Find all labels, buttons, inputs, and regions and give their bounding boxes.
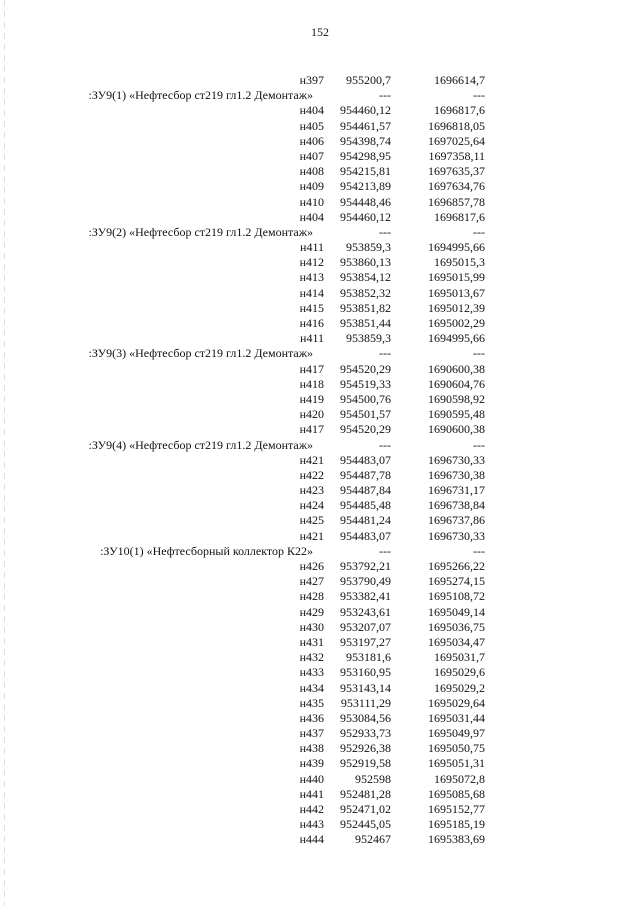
point-row	[0, 574, 640, 589]
point-id: н404	[299, 209, 324, 224]
point-row	[0, 255, 640, 270]
y-coordinate: 1696614,7	[434, 73, 485, 87]
y-coordinate: 1694995,66	[428, 331, 485, 346]
point-row	[0, 726, 640, 741]
x-coordinate: 953852,32	[340, 285, 391, 300]
y-coordinate: 1695012,39	[428, 300, 485, 315]
y-coordinate: 1695072,8	[434, 771, 485, 786]
y-coordinate: 1696730,33	[428, 528, 485, 543]
x-placeholder: ---	[379, 224, 391, 239]
point-row	[0, 756, 640, 771]
y-coordinate: 1696737,86	[428, 513, 485, 528]
y-coordinate: 1695108,72	[428, 589, 485, 604]
y-coordinate: 1695015,3	[434, 255, 485, 270]
x-coordinate: 954298,95	[340, 148, 391, 163]
point-row	[0, 453, 640, 468]
y-coordinate: 1690600,38	[428, 361, 485, 376]
point-id: н424	[299, 498, 324, 513]
y-coordinate: 1695050,75	[428, 741, 485, 756]
x-coordinate: 953860,13	[340, 255, 391, 270]
point-id: н432	[299, 650, 324, 665]
x-coordinate: 954213,89	[340, 179, 391, 194]
point-id: н411	[300, 240, 324, 255]
point-row	[0, 681, 640, 696]
y-coordinate: 1695185,19	[428, 817, 485, 832]
parcel-header-row	[0, 438, 640, 453]
x-coordinate: 954485,48	[340, 498, 391, 513]
point-row	[0, 407, 640, 422]
y-coordinate: 1690604,76	[428, 376, 485, 391]
point-id: н425	[299, 513, 324, 528]
point-row	[0, 362, 640, 377]
point-id: н436	[299, 710, 324, 725]
x-coordinate: 954461,57	[340, 118, 391, 133]
point-id: н427	[299, 574, 324, 589]
y-placeholder: ---	[473, 346, 485, 361]
parcel-header-row	[0, 346, 640, 361]
x-placeholder: ---	[379, 543, 391, 558]
x-coordinate: 954483,07	[340, 528, 391, 543]
point-row	[0, 377, 640, 392]
x-coordinate: 953792,21	[340, 559, 391, 573]
y-coordinate: 1690600,38	[428, 422, 485, 437]
y-placeholder: ---	[473, 88, 485, 103]
point-row	[0, 286, 640, 301]
y-coordinate: 1696817,6	[434, 103, 485, 118]
point-id: н420	[299, 407, 324, 422]
point-row	[0, 787, 640, 802]
point-id: н443	[299, 817, 324, 832]
point-id: н410	[299, 194, 324, 209]
point-row	[0, 149, 640, 164]
point-id: н437	[299, 726, 324, 741]
point-row	[0, 605, 640, 620]
point-row	[0, 73, 640, 88]
point-id: н412	[299, 255, 324, 270]
point-row	[0, 635, 640, 650]
y-coordinate: 1696738,84	[428, 498, 485, 513]
y-coordinate: 1695152,77	[428, 802, 485, 816]
x-coordinate: 952933,73	[340, 726, 391, 741]
point-row	[0, 422, 640, 437]
y-coordinate: 1695383,69	[428, 832, 485, 847]
x-coordinate: 954520,29	[340, 361, 391, 376]
point-row	[0, 392, 640, 407]
parcel-label: :ЗУ9(3) «Нефтесбор ст219 гл1.2 Демонтаж»	[88, 346, 313, 361]
point-id: н421	[299, 452, 324, 467]
coordinates-table	[0, 73, 640, 848]
point-id: н429	[299, 604, 324, 619]
y-coordinate: 1697025,64	[428, 133, 485, 148]
point-id: н434	[299, 680, 324, 695]
point-row	[0, 483, 640, 498]
x-coordinate: 953143,14	[340, 680, 391, 695]
point-row	[0, 665, 640, 680]
y-coordinate: 1697635,37	[428, 164, 485, 179]
point-row	[0, 210, 640, 225]
x-coordinate: 953181,6	[346, 650, 391, 665]
point-id: н406	[299, 133, 324, 148]
point-id: н442	[299, 802, 324, 816]
point-row	[0, 832, 640, 847]
point-id: н405	[299, 118, 324, 133]
point-row	[0, 270, 640, 285]
point-id: н407	[299, 148, 324, 163]
x-coordinate: 953790,49	[340, 574, 391, 589]
y-coordinate: 1694995,66	[428, 240, 485, 255]
point-row	[0, 650, 640, 665]
point-row	[0, 468, 640, 483]
point-id: н418	[299, 376, 324, 391]
parcel-header-row	[0, 88, 640, 103]
y-coordinate: 1695266,22	[428, 559, 485, 573]
y-coordinate: 1695029,6	[434, 665, 485, 680]
x-coordinate: 954487,84	[340, 483, 391, 498]
x-coordinate: 954520,29	[340, 422, 391, 437]
x-coordinate: 954519,33	[340, 376, 391, 391]
y-placeholder: ---	[473, 224, 485, 239]
x-coordinate: 953207,07	[340, 619, 391, 634]
x-coordinate: 953111,29	[340, 695, 391, 710]
point-id: н438	[299, 741, 324, 756]
point-id: н413	[299, 270, 324, 285]
x-coordinate: 954501,57	[340, 407, 391, 422]
point-row	[0, 802, 640, 817]
point-row	[0, 589, 640, 604]
point-id: н431	[299, 634, 324, 649]
point-id: н404	[299, 103, 324, 118]
point-id: н415	[299, 300, 324, 315]
x-coordinate: 953160,95	[340, 665, 391, 680]
x-coordinate: 955200,7	[346, 73, 391, 87]
point-id: н422	[299, 467, 324, 482]
y-coordinate: 1695085,68	[428, 786, 485, 801]
x-coordinate: 952598	[355, 771, 391, 786]
point-id: н439	[299, 756, 324, 771]
y-coordinate: 1695029,64	[428, 695, 485, 710]
y-coordinate: 1695015,99	[428, 270, 485, 285]
point-id: н397	[299, 73, 324, 87]
point-id: н440	[299, 771, 324, 786]
parcel-header-row	[0, 225, 640, 240]
y-coordinate: 1690595,48	[428, 407, 485, 422]
y-coordinate: 1695049,97	[428, 726, 485, 741]
y-coordinate: 1696730,38	[428, 467, 485, 482]
point-id: н409	[299, 179, 324, 194]
parcel-label: :ЗУ9(2) «Нефтесбор ст219 гл1.2 Демонтаж»	[88, 224, 313, 239]
y-coordinate: 1696857,78	[428, 194, 485, 209]
point-row	[0, 316, 640, 331]
y-coordinate: 1695031,7	[434, 650, 485, 665]
y-coordinate: 1696731,17	[428, 483, 485, 498]
point-row	[0, 559, 640, 574]
point-row	[0, 179, 640, 194]
point-row	[0, 331, 640, 346]
point-row	[0, 741, 640, 756]
y-coordinate: 1695029,2	[434, 680, 485, 695]
x-coordinate: 953859,3	[346, 331, 391, 346]
x-coordinate: 952481,28	[340, 786, 391, 801]
x-coordinate: 953084,56	[340, 710, 391, 725]
point-id: н423	[299, 483, 324, 498]
y-coordinate: 1695002,29	[428, 316, 485, 330]
point-row	[0, 513, 640, 528]
point-id: н417	[299, 361, 324, 376]
y-coordinate: 1696730,33	[428, 452, 485, 467]
x-coordinate: 953851,82	[340, 300, 391, 315]
x-coordinate: 952445,05	[340, 817, 391, 832]
point-id: н441	[299, 786, 324, 801]
point-id: н421	[299, 528, 324, 543]
x-coordinate: 954398,74	[340, 133, 391, 148]
x-coordinate: 952471,02	[340, 802, 391, 816]
point-id: н419	[299, 391, 324, 406]
x-placeholder: ---	[379, 437, 391, 452]
y-coordinate: 1697358,11	[428, 148, 485, 163]
x-coordinate: 954481,24	[340, 513, 391, 528]
x-coordinate: 952926,38	[340, 741, 391, 756]
point-row	[0, 103, 640, 118]
point-id: н430	[299, 619, 324, 634]
y-coordinate: 1695036,75	[428, 619, 485, 634]
y-coordinate: 1696817,6	[434, 209, 485, 224]
x-coordinate: 954487,78	[340, 467, 391, 482]
parcel-header-row	[0, 544, 640, 559]
y-coordinate: 1695013,67	[428, 285, 485, 300]
point-row	[0, 696, 640, 711]
point-row	[0, 711, 640, 726]
point-row	[0, 164, 640, 179]
page-number: 152	[311, 25, 329, 39]
point-row	[0, 195, 640, 210]
point-row	[0, 620, 640, 635]
x-coordinate: 953854,12	[340, 270, 391, 285]
point-id: н444	[299, 832, 324, 847]
x-coordinate: 954500,76	[340, 391, 391, 406]
x-coordinate: 954483,07	[340, 452, 391, 467]
parcel-label: :ЗУ9(4) «Нефтесбор ст219 гл1.2 Демонтаж»	[88, 437, 313, 452]
y-coordinate: 1696818,05	[428, 118, 485, 133]
point-row	[0, 119, 640, 134]
y-coordinate: 1695274,15	[428, 574, 485, 589]
y-coordinate: 1690598,92	[428, 391, 485, 406]
point-row	[0, 529, 640, 544]
x-coordinate: 954215,81	[340, 164, 391, 179]
x-coordinate: 952919,58	[340, 756, 391, 771]
point-row	[0, 498, 640, 513]
point-id: н428	[299, 589, 324, 604]
point-id: н435	[299, 695, 324, 710]
point-row	[0, 772, 640, 787]
x-coordinate: 953197,27	[340, 634, 391, 649]
y-coordinate: 1695031,44	[428, 710, 485, 725]
x-coordinate: 952467	[355, 832, 391, 847]
x-coordinate: 953382,41	[340, 589, 391, 604]
x-coordinate: 954448,46	[340, 194, 391, 209]
parcel-label: :ЗУ9(1) «Нефтесбор ст219 гл1.2 Демонтаж»	[88, 88, 313, 103]
point-id: н408	[299, 164, 324, 179]
point-row	[0, 240, 640, 255]
point-id: н411	[300, 331, 324, 346]
point-id: н433	[299, 665, 324, 680]
x-placeholder: ---	[379, 346, 391, 361]
point-row	[0, 301, 640, 316]
point-id: н417	[299, 422, 324, 437]
point-id: н414	[299, 285, 324, 300]
y-coordinate: 1695049,14	[428, 604, 485, 619]
y-placeholder: ---	[473, 543, 485, 558]
y-placeholder: ---	[473, 437, 485, 452]
y-coordinate: 1695051,31	[428, 756, 485, 771]
y-coordinate: 1695034,47	[428, 634, 485, 649]
x-coordinate: 953243,61	[340, 604, 391, 619]
x-placeholder: ---	[379, 88, 391, 103]
y-coordinate: 1697634,76	[428, 179, 485, 194]
point-row	[0, 134, 640, 149]
x-coordinate: 954460,12	[340, 209, 391, 224]
x-coordinate: 953851,44	[340, 316, 391, 330]
x-coordinate: 953859,3	[346, 240, 391, 255]
point-id: н426	[299, 559, 324, 573]
parcel-label: :ЗУ10(1) «Нефтесборный коллектор К22»	[100, 543, 313, 558]
x-coordinate: 954460,12	[340, 103, 391, 118]
point-id: н416	[299, 316, 324, 330]
point-row	[0, 817, 640, 832]
